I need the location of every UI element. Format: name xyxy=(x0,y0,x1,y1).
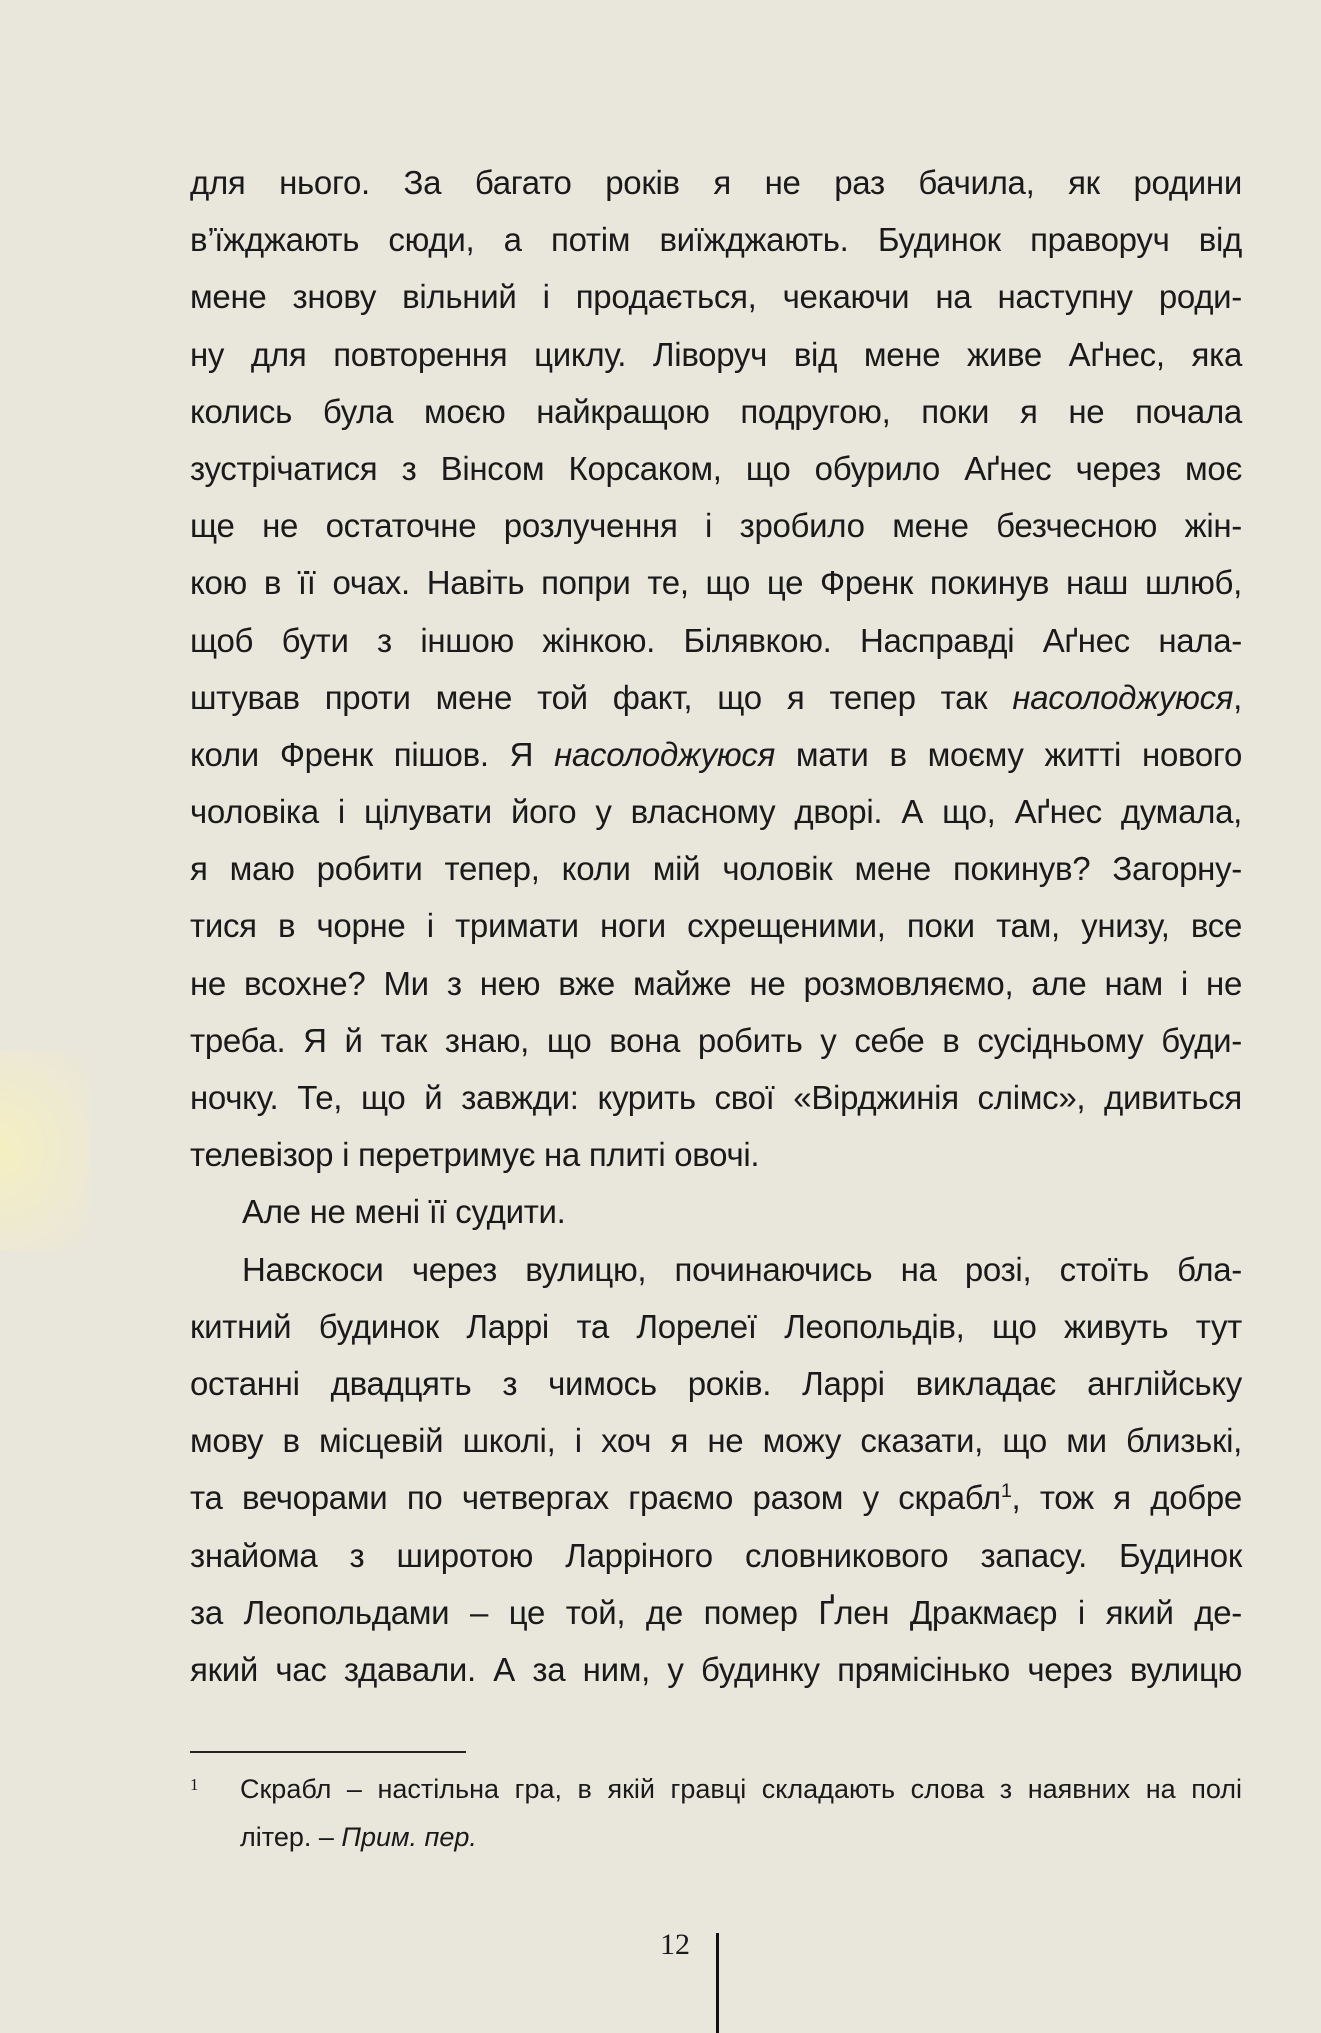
text-line: китний будинок Ларрі та Лорелеї Леопольдів, що живуть тут xyxy=(190,1307,1242,1345)
text-line: мову в місцевій школі, і хоч я не можу сказати, що ми близькі, xyxy=(190,1422,1242,1460)
text-run: коли Френк пішов. Я xyxy=(190,735,555,773)
text-line: останні двадцять з чимось років. Ларрі викладає англійську xyxy=(190,1364,1242,1402)
lighting-glare xyxy=(0,1050,90,1250)
paragraph-end-line: телевізор і перетримує на плиті овочі. xyxy=(190,1136,760,1174)
footnote-line: Скрабл – настільна гра, в якій гравці складають слова з наявних на полі xyxy=(240,1774,1242,1804)
text-run: та вечорами по четвергах граємо разом у скрабл xyxy=(190,1479,1001,1517)
text-line: ну для повторення циклу. Ліворуч від мене живе Аґнес, яка xyxy=(190,335,1242,373)
page-number: 12 xyxy=(660,1928,690,1961)
text-run: мати в моєму житті нового xyxy=(774,735,1242,773)
text-line: кою в її очах. Навіть попри те, що це Френк покинув наш шлюб, xyxy=(190,564,1242,602)
footnote-reference[interactable]: 1 xyxy=(1000,1480,1012,1503)
translator-note: Прим. пер. xyxy=(341,1822,477,1852)
paragraph-first-line: Навскоси через вулицю, починаючись на розі, стоїть бла- xyxy=(242,1250,1242,1288)
text-run: літер. – xyxy=(240,1822,342,1852)
text-line: я маю робити тепер, коли мій чоловік мене покинув? Загорну- xyxy=(190,850,1242,888)
text-run: , xyxy=(1233,678,1242,716)
text-line: ночку. Те, що й завжди: курить свої «Вірджинія слімс», дивиться xyxy=(190,1079,1242,1116)
text-line: ще не остаточне розлучення і зробило мене безчесною жін- xyxy=(190,507,1242,545)
text-line: щоб бути з іншою жінкою. Білявкою. Насправді Аґнес нала- xyxy=(190,621,1242,659)
text-line: тися в чорне і тримати ноги схрещеними, поки там, унизу, все xyxy=(190,907,1242,945)
text-line: не всохне? Ми з нею вже майже не розмовляємо, але нам і не xyxy=(190,964,1242,1002)
paragraph-line: Але не мені її судити. xyxy=(242,1193,566,1231)
text-run: , тож я добре xyxy=(1011,1479,1242,1517)
italic-emphasis: насолоджуюся xyxy=(1012,678,1234,716)
text-line: зустрічатися з Вінсом Корсаком, що обурило Аґнес через моє xyxy=(190,449,1242,487)
footnote xyxy=(190,1765,1242,1861)
text-line: в’їжджають сюди, а потім виїжджають. Будинок праворуч від xyxy=(190,221,1242,259)
text-line: чоловіка і цілувати його у власному дворі. А що, Аґнес думала, xyxy=(190,793,1242,831)
text-line: для нього. За багато років я не раз бачила, як родини xyxy=(190,164,1242,201)
page-body xyxy=(190,154,1242,1698)
footnote-divider xyxy=(190,1751,466,1753)
text-line: треба. Я й так знаю, що вона робить у себе в сусідньому буди- xyxy=(190,1021,1242,1059)
text-line: мене знову вільний і продається, чекаючи на наступну роди- xyxy=(190,278,1242,316)
text-line: знайома з широтою Ларріного словникового запасу. Будинок xyxy=(190,1536,1242,1574)
italic-emphasis: насолоджуюся xyxy=(554,735,775,773)
text-line xyxy=(190,1469,1242,1526)
footnote-marker: 1 xyxy=(190,1775,199,1794)
text-line: за Леопольдами – це той, де помер Ґлен Дракмаєр і який де- xyxy=(190,1593,1242,1631)
footnote-line xyxy=(240,1813,1242,1861)
text-run: штував проти мене той факт, що я тепер так xyxy=(190,678,1013,716)
text-line xyxy=(190,669,1242,726)
text-line: колись була моєю найкращою подругою, поки я не почала xyxy=(190,392,1242,430)
text-line: який час здавали. А за ним, у будинку прямісінько через вулицю xyxy=(190,1650,1242,1688)
page-number-bar xyxy=(716,1933,719,2033)
text-line xyxy=(190,726,1242,783)
